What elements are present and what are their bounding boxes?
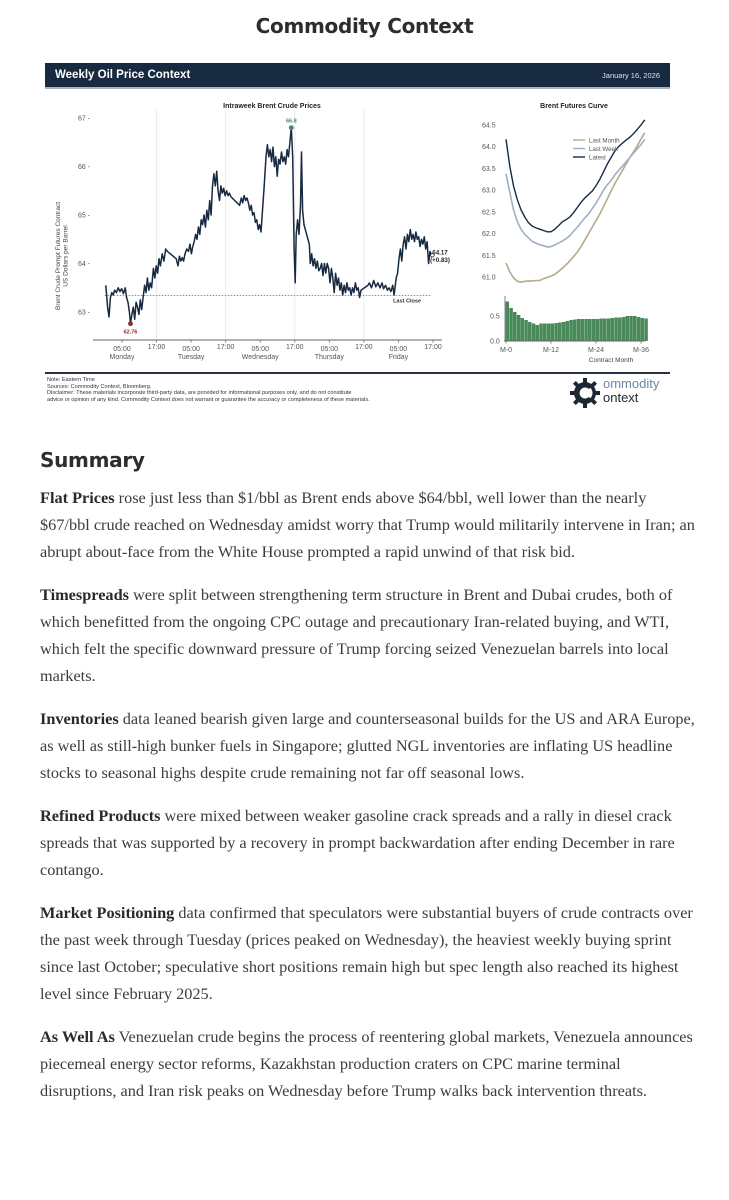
- note-sources: Sources: Commodity Context, Bloomberg.: [47, 383, 152, 390]
- spread-bar: [524, 320, 528, 341]
- commodity-context-logo: [568, 376, 668, 410]
- spread-bar: [629, 316, 633, 341]
- chart-title: Brent Futures Curve: [540, 103, 608, 110]
- x-axis-label: Contract Month: [588, 357, 634, 364]
- y-tick-label: 62.0: [482, 231, 496, 239]
- spread-bar: [521, 318, 525, 341]
- spread-bar: [539, 324, 543, 342]
- y-tick-label: 63.0: [482, 187, 496, 195]
- y-tick-label: 61.5: [482, 252, 496, 260]
- spread-bar: [603, 319, 607, 342]
- y-axis-label: [55, 202, 70, 310]
- spread-bar: [581, 319, 585, 341]
- spread-bar: [573, 320, 577, 342]
- y-tick-label: 61.0: [482, 274, 496, 282]
- brent-futures-curve-chart: [460, 96, 675, 372]
- last-close-label: Last Close: [393, 298, 421, 305]
- note-timezone: Note: Eastern Time: [47, 377, 95, 383]
- chart-notes: [47, 377, 527, 403]
- spread-bar: [626, 316, 630, 341]
- chart-title: Intraweek Brent Crude Prices: [223, 103, 321, 110]
- last-price-change-label: (+0.83): [430, 256, 450, 264]
- paragraph-lead: Inventories: [40, 709, 119, 728]
- summary-paragraph-refined-products: [40, 802, 700, 883]
- x-tick-label-time: 17:00: [147, 344, 166, 351]
- card-title: Weekly Oil Price Context: [55, 69, 191, 81]
- min-price-marker: [128, 321, 133, 326]
- spread-bar: [543, 324, 547, 342]
- paragraph-lead: Timespreads: [40, 585, 129, 604]
- brent-price-line: [106, 128, 432, 324]
- y-axis-label-line1: Brent Crude Prompt Futures Contract: [55, 201, 62, 311]
- spread-bar: [532, 324, 536, 342]
- curve-line-latest: [506, 120, 645, 232]
- footer-divider: [45, 372, 670, 374]
- gear-icon: [568, 376, 602, 410]
- spread-bar: [566, 321, 570, 341]
- logo-text-line2: ontext: [603, 390, 639, 405]
- summary-heading: Summary: [40, 448, 145, 472]
- spread-bar: [517, 315, 521, 341]
- spread-bar: [644, 319, 648, 342]
- y-tick-label: 66 -: [77, 164, 90, 171]
- paragraph-lead: Refined Products: [40, 806, 161, 825]
- card-header: [45, 63, 670, 89]
- bar-y-tick-label: 0.0: [490, 338, 500, 346]
- x-tick-label-day: Thursday: [314, 354, 344, 361]
- x-tick-label-day: Tuesday: [177, 354, 205, 361]
- y-tick-label: 64.5: [482, 122, 496, 130]
- x-tick-label-time: 05:00: [113, 346, 131, 353]
- spread-bar: [506, 302, 510, 342]
- y-tick-label: 67 -: [77, 115, 90, 123]
- logo-text-line1: ommodity: [603, 376, 660, 391]
- paragraph-text: data leaned bearish given large and counterseasonal builds for the US and ARA Europe, as well as still-high bunker fuels in Singapore; glutted NGL inventories are inflating US headline stocks to seasonal highs despite crude remaining not far off seasonal lows.: [40, 709, 695, 782]
- spread-bar: [558, 323, 562, 342]
- spread-bar: [641, 318, 645, 341]
- spread-bar: [509, 308, 513, 341]
- x-tick-label-day: Wednesday: [241, 354, 279, 361]
- y-axis-label-line2: US Dollars per Barrel: [62, 225, 70, 287]
- y-tick-label: 64.0: [482, 144, 496, 152]
- spread-bar: [614, 318, 618, 342]
- site-title: Commodity Context: [255, 14, 474, 38]
- x-tick-label-time: 17:00: [355, 344, 373, 351]
- y-tick-label: 63 -: [77, 309, 90, 317]
- spread-bar: [551, 324, 555, 342]
- y-tick-label: 65 -: [77, 212, 90, 220]
- spread-bar: [607, 319, 611, 342]
- spread-bar: [513, 312, 517, 341]
- spread-bar: [588, 319, 592, 341]
- spread-bar: [592, 319, 596, 341]
- spread-bar: [528, 322, 532, 341]
- curve-line-last-month: [506, 133, 645, 282]
- x-tick-label-time: 17:00: [286, 344, 304, 351]
- spread-bar: [547, 324, 551, 342]
- note-disclaimer-2: advice or opinion of any kind. Commodity Context does not warrant or guarantee the accuracy or completeness of these materials.: [47, 396, 370, 403]
- paragraph-text: data confirmed that speculators were substantial buyers of crude contracts over the past week through Tuesday (prices peaked on Wednesday), the heaviest weekly buying sprint since last October; speculative short positions remain high but spec length also reached its highest level since February 2025.: [40, 903, 693, 1003]
- spread-bar: [577, 319, 581, 341]
- spread-bar: [611, 318, 615, 341]
- max-price-marker: [289, 125, 294, 130]
- paragraph-text: rose just less than $1/bbl as Brent ends above $64/bbl, well lower than the nearly $67/bbl crude reached on Wednesday amidst worry that Trump would militarily intervene in Iran; an abrupt about-face from the White House prompted a rapid unwind of that risk bid.: [40, 488, 695, 561]
- y-tick-label: 64 -: [77, 261, 90, 268]
- y-tick-label: 63.5: [482, 165, 496, 173]
- bar-y-tick-label: 0.5: [490, 313, 500, 321]
- paragraph-lead: Market Positioning: [40, 903, 175, 922]
- x-tick-label-time: 05:00: [320, 346, 339, 353]
- x-tick-label-time: 05:00: [389, 346, 408, 353]
- x-tick-label-time: 05:00: [182, 346, 200, 353]
- summary-paragraph-market-positioning: [40, 899, 700, 1007]
- spread-bar: [622, 317, 626, 341]
- legend-label: Last Month: [589, 137, 620, 145]
- paragraph-lead: Flat Prices: [40, 488, 115, 507]
- summary-paragraph-as-well-as: [40, 1023, 700, 1104]
- x-tick-label-time: 05:00: [251, 346, 269, 353]
- paragraph-text: were mixed between weaker gasoline crack spreads and a rally in diesel crack spreads that was supported by a recovery in prompt backwardation after ending December in rare contango.: [40, 806, 675, 879]
- paragraph-text: were split between strengthening term structure in Brent and Dubai crudes, both of which benefitted from the ongoing CPC outage and precautionary Iran-related buying, and WTI, which felt the specific downward pressure of Trump forcing seized Venezuelan barrels into local markets.: [40, 585, 673, 685]
- x-tick-label-day: Friday: [388, 354, 409, 361]
- paragraph-text: Venezuelan crude begins the process of reentering global markets, Venezuela announces piecemeal energy sector reforms, Kazakhstan production craters on CPC marine terminal disruptions, and Iran risk peaks on Wednesday before Trump walks back intervention threats.: [40, 1027, 693, 1100]
- spread-bar: [554, 323, 558, 341]
- last-price-label: 64.17: [432, 249, 448, 257]
- spread-bar: [569, 320, 573, 341]
- spread-bar: [599, 319, 603, 342]
- spread-bar: [596, 319, 600, 341]
- legend-label: Latest: [589, 154, 606, 162]
- spread-bar: [637, 317, 641, 341]
- intraweek-brent-chart: [40, 96, 460, 372]
- min-price-label: 62.76: [123, 329, 138, 336]
- x-tick-label-time: 17:00: [216, 344, 235, 351]
- spread-bar: [633, 316, 637, 341]
- x-tick-label-day: Monday: [109, 354, 135, 361]
- summary-paragraph-flat-prices: [40, 484, 700, 565]
- x-tick-label: M-36: [633, 347, 649, 354]
- note-disclaimer-1: Disclaimer: These materials incorporate third-party data, are provided for informational purposes only, and do not constitute: [47, 390, 352, 396]
- paragraph-lead: As Well As: [40, 1027, 115, 1046]
- summary-paragraph-inventories: [40, 705, 700, 786]
- curve-line-last-week: [506, 139, 645, 247]
- x-tick-label-time: 17:00: [424, 344, 442, 351]
- card-date: January 16, 2026: [602, 71, 660, 80]
- legend-label: Last Week: [589, 145, 619, 153]
- x-tick-label: M-0: [499, 347, 513, 354]
- y-tick-label: 62.5: [482, 209, 496, 217]
- max-price-label: 66.8: [285, 118, 297, 125]
- spread-bar: [536, 325, 540, 341]
- spread-bar: [562, 322, 566, 341]
- summary-section: [40, 448, 700, 1120]
- chart-card: [40, 60, 680, 416]
- summary-paragraph-timespreads: [40, 581, 700, 689]
- spread-bar: [618, 318, 622, 342]
- x-tick-label: M-12: [543, 347, 559, 354]
- spread-bar: [584, 319, 588, 341]
- x-tick-label: M-24: [588, 347, 604, 354]
